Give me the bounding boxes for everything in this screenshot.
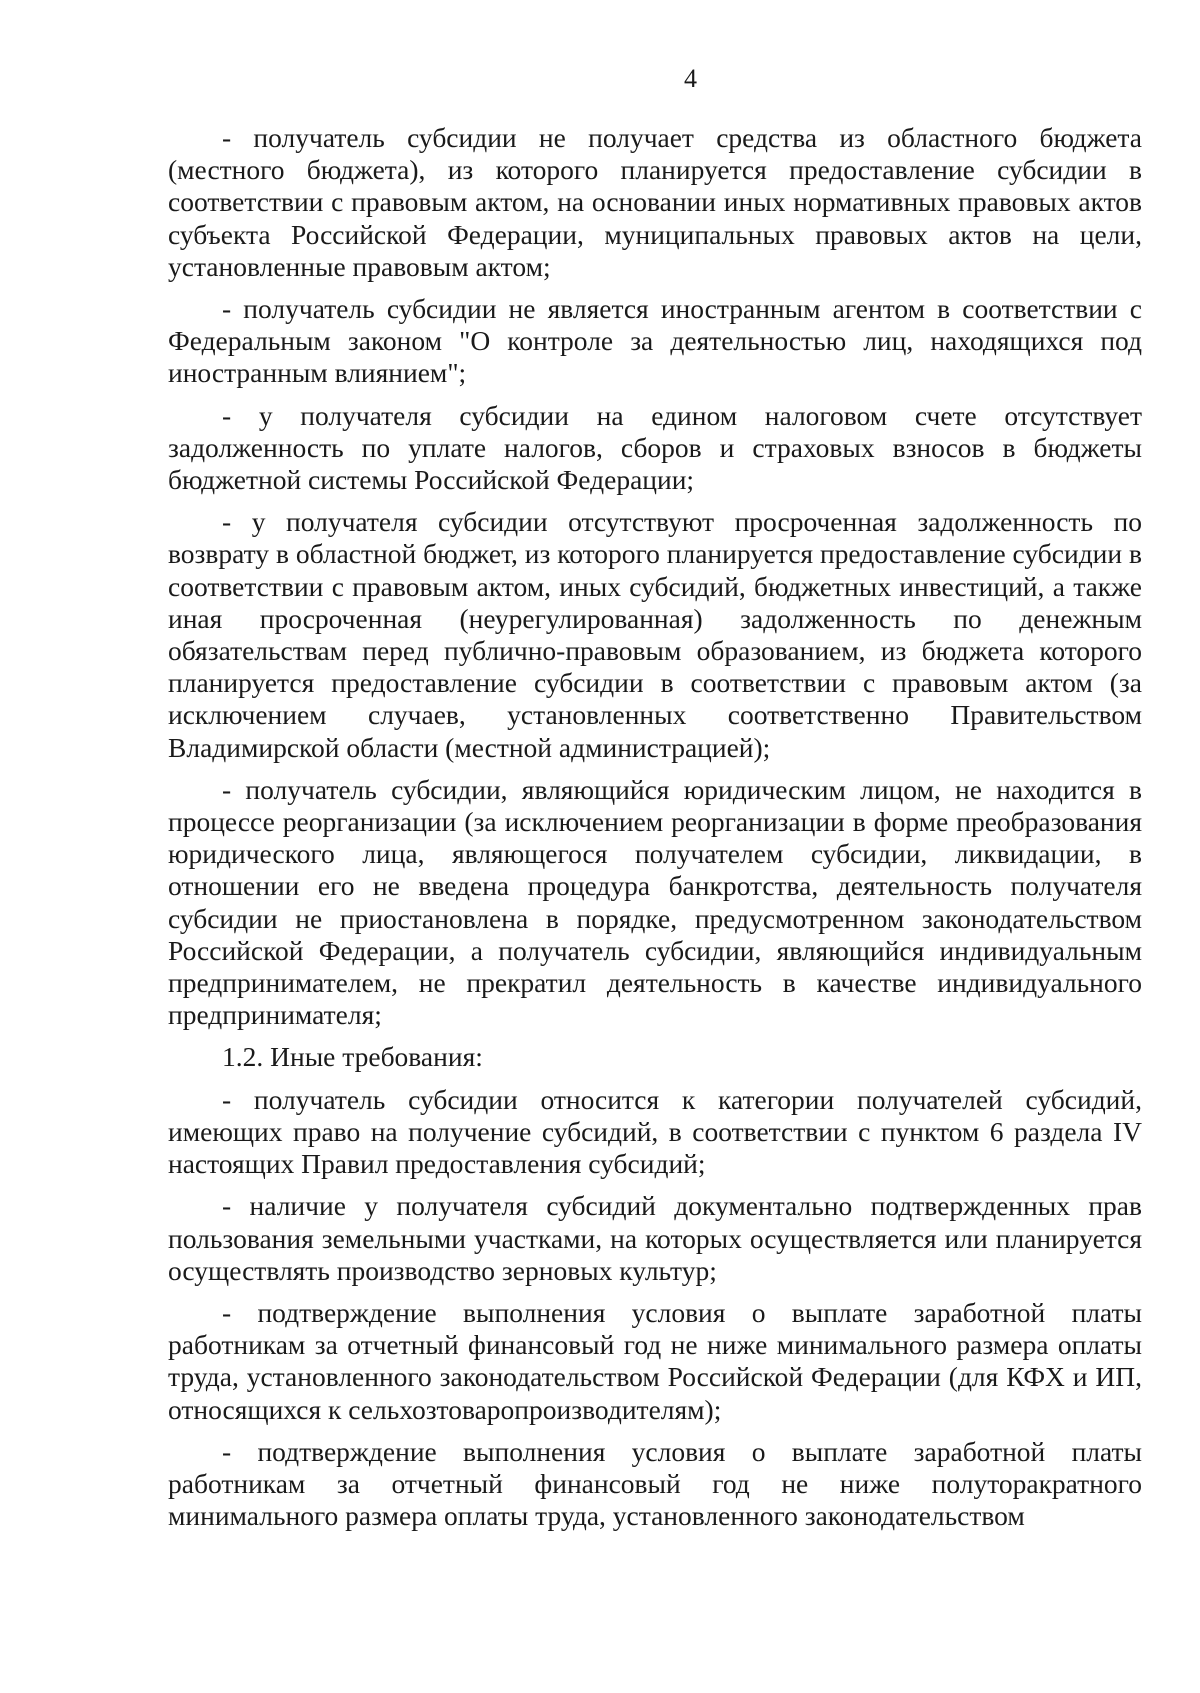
paragraph-minimum-wage: - подтверждение выполнения условия о выплате заработной платы работникам за отчетный финансовый год не ниже минимального размера оплаты труда, установленного законодательством Российской Федерации (для КФХ и ИП, относящихся к сельхозтоваропроизводителям); (168, 1296, 1142, 1425)
paragraph-no-regional-funds: - получатель субсидии не получает средства из областного бюджета (местного бюджета), из которого планируется предоставление субсидии в соответствии с правовым актом, на основании иных нормативных правовых актов субъекта Российской Федерации, муниципальных правовых актов на цели, установленные правовым актом; (168, 122, 1142, 282)
paragraph-no-overdue-debt: - у получателя субсидии отсутствуют просроченная задолженность по возврату в областной бюджет, из которого планируется предоставление субсидии в соответствии с правовым актом, иных субсидий, бюджетных инвестиций, а также иная просроченная (неурегулированная) задолженность по денежным обязательствам перед публично-правовым образованием, из бюджета которого планируется предоставление субсидии в соответствии с правовым актом (за исключением случаев, установленных соответственно Правительством Владимирской области (местной администрацией); (168, 506, 1142, 763)
paragraph-no-reorganization: - получатель субсидии, являющийся юридическим лицом, не находится в процессе реорганизации (за исключением реорганизации в форме преобразования юридического лица, являющегося получателем субсидии, ликвидации, в отношении его не введена процедура банкротства, деятельность получателя субсидии не приостановлена в порядке, предусмотренном законодательством Российской Федерации, а получатель субсидии, являющийся индивидуальным предпринимателем, не прекратил деятельность в качестве индивидуального предпринимателя; (168, 773, 1142, 1031)
paragraph-land-rights: - наличие у получателя субсидий документально подтвержденных прав пользования земельными участками, на которых осуществляется или планируется осуществлять производство зерновых культур; (168, 1190, 1142, 1286)
paragraph-one-and-half-minimum-wage: - подтверждение выполнения условия о выплате заработной платы работникам за отчетный финансовый год не ниже полуторакратного минимального размера оплаты труда, установленного законодательством (168, 1435, 1142, 1532)
document-body (168, 122, 1142, 1542)
paragraph-no-tax-debt: - у получателя субсидии на едином налоговом счете отсутствует задолженность по уплате налогов, сборов и страховых взносов в бюджеты бюджетной системы Российской Федерации; (168, 399, 1142, 496)
paragraph-not-foreign-agent: - получатель субсидии не является иностранным агентом в соответствии с Федеральным законом "О контроле за деятельностью лиц, находящихся под иностранным влиянием"; (168, 293, 1142, 389)
section-heading: 1.2. Иные требования: (222, 1041, 483, 1073)
paragraph-recipient-category: - получатель субсидии относится к категории получателей субсидий, имеющих право на получение субсидий, в соответствии с пунктом 6 раздела IV настоящих Правил предоставления субсидий; (168, 1083, 1142, 1180)
page-number: 4 (684, 64, 697, 93)
